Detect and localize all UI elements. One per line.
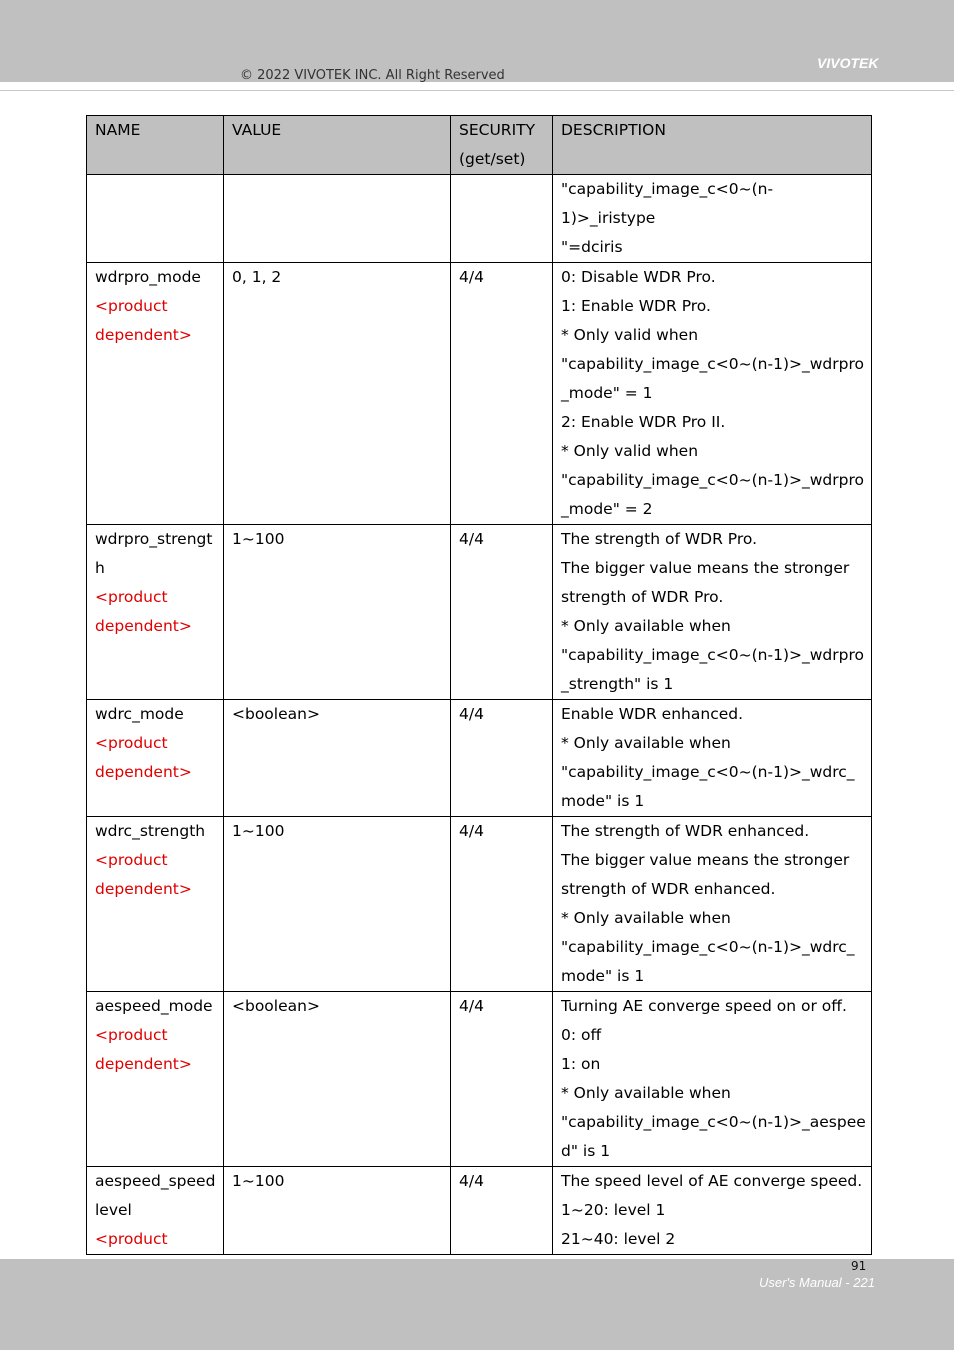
cell-value (224, 263, 451, 525)
product-dependent-tag: <product dependent> (95, 297, 192, 344)
cell-value (224, 525, 451, 700)
cell-description (553, 263, 872, 525)
brand-logo-text: VIVOTEK (817, 55, 879, 71)
description-line: 1: Enable WDR Pro. (561, 297, 711, 315)
description-line: "capability_image_c<0~(n-1)>_wdrpro (561, 355, 864, 373)
param-name: aespeed_mode (95, 997, 213, 1015)
cell-value (224, 817, 451, 992)
header-security-label: SECURITY (459, 121, 536, 139)
table-row (87, 1167, 872, 1255)
description-line: _strength" is 1 (561, 675, 674, 693)
description-line: The strength of WDR enhanced. (561, 822, 810, 840)
header-name-label: NAME (95, 121, 141, 139)
cell-security (451, 1167, 553, 1255)
description-line: 21~40: level 2 (561, 1230, 676, 1248)
description-line: The strength of WDR Pro. (561, 530, 758, 548)
description-line: * Only available when (561, 909, 731, 927)
description-line: 1: on (561, 1055, 601, 1073)
param-value: 1~100 (232, 1172, 285, 1190)
param-value: <boolean> (232, 705, 320, 723)
header-security-sub: (get/set) (459, 150, 526, 168)
cell-security (451, 992, 553, 1167)
header-value (224, 116, 451, 175)
table-row (87, 817, 872, 992)
header-description (553, 116, 872, 175)
description-line: "capability_image_c<0~(n-1)>_iristype (561, 180, 774, 227)
param-value: <boolean> (232, 997, 320, 1015)
header-value-label: VALUE (232, 121, 282, 139)
description-line: * Only valid when (561, 442, 699, 460)
cell-name (87, 817, 224, 992)
description-line: strength of WDR Pro. (561, 588, 724, 606)
description-line: Enable WDR enhanced. (561, 705, 744, 723)
description-line: _mode" = 1 (561, 384, 653, 402)
description-line: * Only valid when (561, 326, 699, 344)
param-value: 1~100 (232, 530, 285, 548)
cell-value (224, 992, 451, 1167)
param-name: wdrc_strength (95, 822, 206, 840)
cell-value (224, 1167, 451, 1255)
param-security: 4/4 (459, 822, 484, 840)
product-dependent-tag: <product dependent> (95, 851, 192, 898)
description-line: 0: Disable WDR Pro. (561, 268, 716, 286)
product-dependent-tag: <product dependent> (95, 1026, 192, 1073)
table-row (87, 992, 872, 1167)
parameter-table (86, 115, 872, 1255)
description-line: * Only available when (561, 617, 731, 635)
description-line: strength of WDR enhanced. (561, 880, 776, 898)
description-line: "=dciris (561, 238, 623, 256)
param-value: 1~100 (232, 822, 285, 840)
description-line: The speed level of AE converge speed. (561, 1172, 863, 1190)
cell-security (451, 263, 553, 525)
cell-description (553, 1167, 872, 1255)
description-line: * Only available when (561, 1084, 731, 1102)
description-line: 2: Enable WDR Pro II. (561, 413, 726, 431)
page-number: 91 (851, 1259, 867, 1273)
page-footer (0, 1259, 954, 1350)
product-dependent-tag: <product dependent> (95, 588, 192, 635)
product-dependent-tag: <product (95, 1230, 168, 1248)
cell-name (87, 263, 224, 525)
cell-name (87, 1167, 224, 1255)
description-line: * Only available when (561, 734, 731, 752)
param-security: 4/4 (459, 705, 484, 723)
cell-name (87, 525, 224, 700)
cell-value (224, 175, 451, 263)
description-line: mode" is 1 (561, 792, 645, 810)
param-name: wdrpro_strength (95, 530, 213, 577)
table-row (87, 263, 872, 525)
cell-value (224, 700, 451, 817)
description-line: The bigger value means the stronger (561, 851, 850, 869)
param-name: aespeed_speedlevel (95, 1172, 216, 1219)
description-line: 1~20: level 1 (561, 1201, 666, 1219)
description-line: 0: off (561, 1026, 602, 1044)
description-line: d" is 1 (561, 1142, 611, 1160)
cell-description (553, 817, 872, 992)
cell-description (553, 700, 872, 817)
param-security: 4/4 (459, 997, 484, 1015)
description-line: "capability_image_c<0~(n-1)>_wdrc_ (561, 938, 855, 956)
cell-security (451, 817, 553, 992)
table-row (87, 700, 872, 817)
cell-description (553, 992, 872, 1167)
table-row (87, 175, 872, 263)
cell-security (451, 175, 553, 263)
cell-security (451, 700, 553, 817)
copyright-text: © 2022 VIVOTEK INC. All Right Reserved (240, 68, 505, 83)
description-line: _mode" = 2 (561, 500, 653, 518)
table-header-row (87, 116, 872, 175)
cell-name (87, 700, 224, 817)
cell-name (87, 992, 224, 1167)
description-line: "capability_image_c<0~(n-1)>_aespee (561, 1113, 866, 1131)
header-security (451, 116, 553, 175)
description-line: The bigger value means the stronger (561, 559, 850, 577)
cell-description (553, 175, 872, 263)
description-line: Turning AE converge speed on or off. (561, 997, 847, 1015)
description-line: mode" is 1 (561, 967, 645, 985)
description-line: "capability_image_c<0~(n-1)>_wdrc_ (561, 763, 855, 781)
cell-name (87, 175, 224, 263)
product-dependent-tag: <product dependent> (95, 734, 192, 781)
cell-security (451, 525, 553, 700)
param-value: 0, 1, 2 (232, 268, 282, 286)
manual-page-label: User's Manual - 221 (759, 1275, 875, 1290)
header-description-label: DESCRIPTION (561, 121, 666, 139)
param-security: 4/4 (459, 268, 484, 286)
cell-description (553, 525, 872, 700)
param-security: 4/4 (459, 1172, 484, 1190)
description-line: "capability_image_c<0~(n-1)>_wdrpro (561, 646, 864, 664)
header-name (87, 116, 224, 175)
param-name: wdrc_mode (95, 705, 184, 723)
param-name: wdrpro_mode (95, 268, 201, 286)
param-security: 4/4 (459, 530, 484, 548)
table-row (87, 525, 872, 700)
description-line: "capability_image_c<0~(n-1)>_wdrpro (561, 471, 864, 489)
header-divider (0, 90, 954, 91)
